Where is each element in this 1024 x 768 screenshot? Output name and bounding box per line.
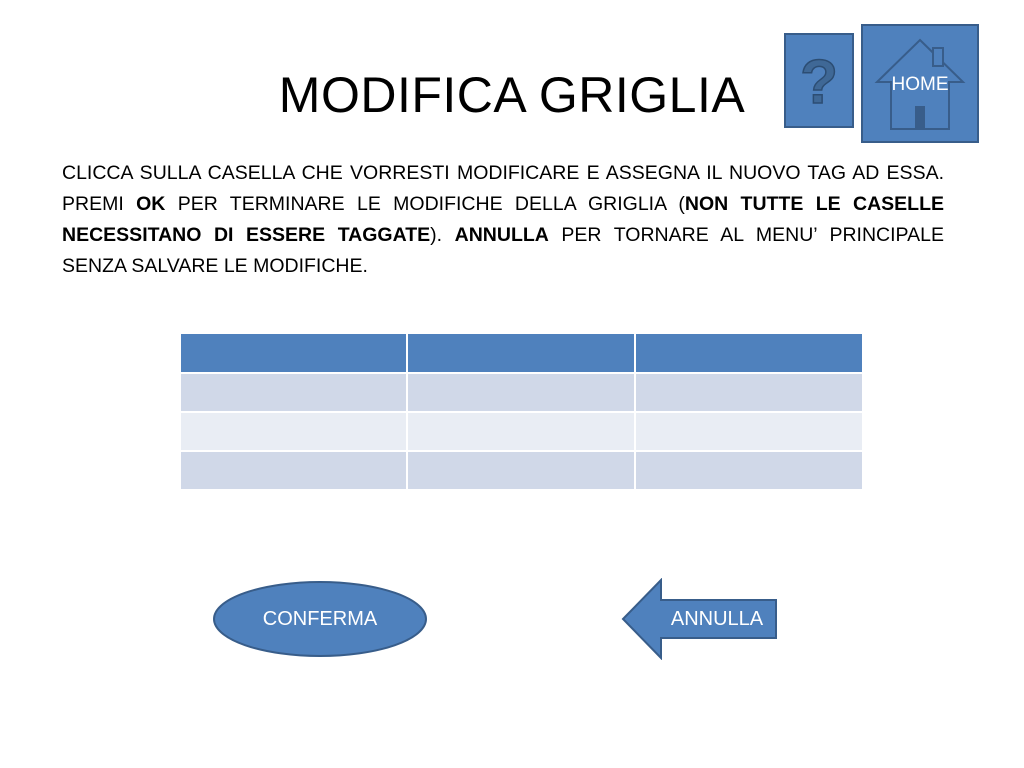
instructions-text [62,158,944,282]
instructions-part-2: PER TERMINARE LE MODIFICHE DELLA GRIGLIA ( [165,193,685,215]
home-label: HOME [891,74,949,95]
cancel-label: ANNULLA [670,608,764,630]
grid-row [180,373,863,412]
instructions-part-1: CLICCA SULLA CASELLA CHE VORRESTI MODIFICARE E ASSEGNA IL NUOVO TAG AD ESSA. PREMI [62,162,944,215]
home-button[interactable] [861,24,979,143]
svg-text:?: ? [800,48,838,117]
grid-cell[interactable] [180,451,407,490]
page-title: MODIFICA GRIGLIA [278,67,746,123]
tag-grid [179,332,864,491]
grid-cell[interactable] [635,451,863,490]
grid-cell[interactable] [635,412,863,451]
instructions-part-4: PER TORNARE AL MENU’ PRINCIPALE SENZA SALVARE LE MODIFICHE. [62,224,944,277]
grid-header-cell[interactable] [407,333,635,373]
grid-row [180,412,863,451]
grid-cell[interactable] [180,412,407,451]
help-button[interactable] [784,33,854,128]
confirm-label: CONFERMA [262,608,378,630]
instructions-part-3: ). [430,224,455,246]
grid-cell[interactable] [635,373,863,412]
grid-header-cell[interactable] [635,333,863,373]
question-mark-icon [786,35,852,126]
grid-cell[interactable] [407,412,635,451]
instructions-annulla-word: ANNULLA [454,224,549,246]
grid-row [180,451,863,490]
grid-cell[interactable] [407,373,635,412]
grid-header-cell[interactable] [180,333,407,373]
instructions-ok-word: OK [136,193,166,215]
instructions-note: NON TUTTE LE CASELLE NECESSITANO DI ESSERE TAGGATE [62,193,944,246]
confirm-button[interactable] [212,580,428,658]
cancel-button[interactable] [621,578,779,660]
grid-header-row [180,333,863,373]
grid-cell[interactable] [180,373,407,412]
grid-cell[interactable] [407,451,635,490]
